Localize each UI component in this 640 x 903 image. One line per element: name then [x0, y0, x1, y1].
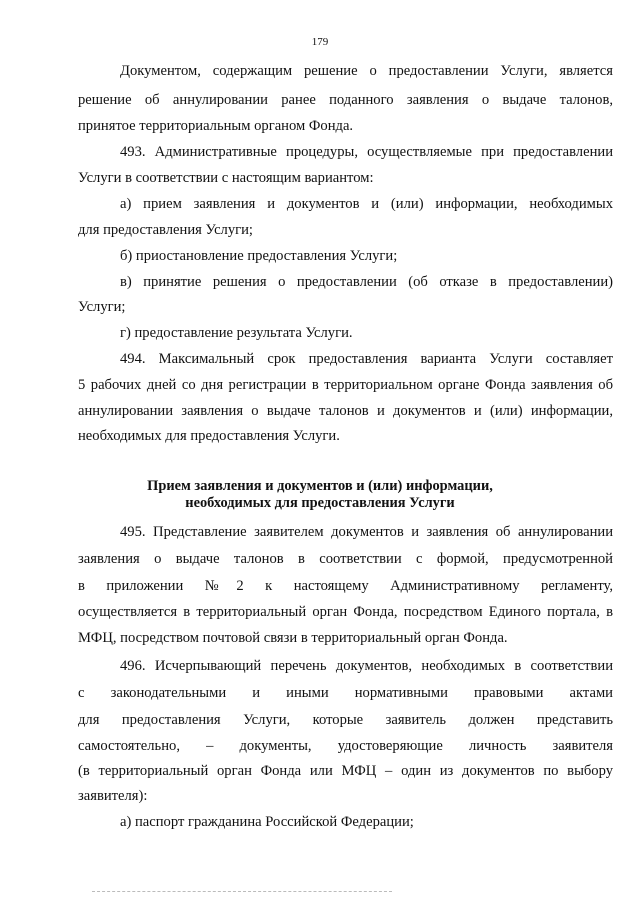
text-line: в приложении №2 к настоящему Административному регламенту,: [78, 578, 613, 594]
text-line: 495. Представление заявителем документов и заявления об аннулировании: [120, 524, 613, 540]
text-line: принятое территориальным органом Фонда.: [78, 118, 354, 134]
text-line: г) предоставление результата Услуги.: [120, 325, 353, 341]
text-line: самостоятельно, – документы, удостоверяющие личность заявителя: [78, 738, 613, 754]
text-line: осуществляется в территориальный орган Фонда, посредством Единого портала, в: [78, 604, 613, 620]
section-heading: Прием заявления и документов и (или) информации,: [147, 478, 493, 494]
text-line: заявителя):: [78, 788, 148, 804]
text-line: для предоставления Услуги;: [78, 222, 253, 238]
text-line: необходимых для предоставления Услуги.: [78, 428, 340, 444]
text-line: с законодательными и иными нормативными правовыми актами: [78, 685, 613, 701]
text-line: б) приостановление предоставления Услуги;: [120, 248, 398, 264]
text-line: а) паспорт гражданина Российской Федерации;: [120, 814, 414, 830]
text-line: для предоставления Услуги, которые заявитель должен представить: [78, 712, 613, 728]
text-line: Услуги в соответствии с настоящим вариантом:: [78, 170, 374, 186]
text-line: Документом, содержащим решение о предоставлении Услуги, является: [120, 63, 613, 79]
text-line: в) принятие решения о предоставлении (об отказе в предоставлении): [120, 274, 613, 290]
page-number: 179: [311, 36, 329, 48]
text-line: 5 рабочих дней со дня регистрации в территориальном органе Фонда заявления об: [78, 377, 613, 393]
text-line: Услуги;: [78, 299, 126, 315]
text-line: заявления о выдаче талонов в соответствии с формой, предусмотренной: [78, 551, 613, 567]
text-line: а) прием заявления и документов и (или) информации, необходимых: [120, 196, 613, 212]
text-line: (в территориальный орган Фонда или МФЦ – один из документов по выбору: [78, 763, 613, 779]
section-heading: необходимых для предоставления Услуги: [185, 495, 455, 511]
text-line: 493. Административные процедуры, осуществляемые при предоставлении: [120, 144, 613, 160]
text-line: 494. Максимальный срок предоставления варианта Услуги составляет: [120, 351, 613, 367]
text-line: 496. Исчерпывающий перечень документов, необходимых в соответствии: [120, 658, 613, 674]
scan-artifact-line: [92, 891, 392, 893]
text-line: аннулировании заявления о выдаче талонов и документов и (или) информации,: [78, 403, 613, 419]
text-line: решение об аннулировании ранее поданного заявления о выдаче талонов,: [78, 92, 613, 108]
text-line: МФЦ, посредством почтовой связи в территориальный орган Фонда.: [78, 630, 508, 646]
